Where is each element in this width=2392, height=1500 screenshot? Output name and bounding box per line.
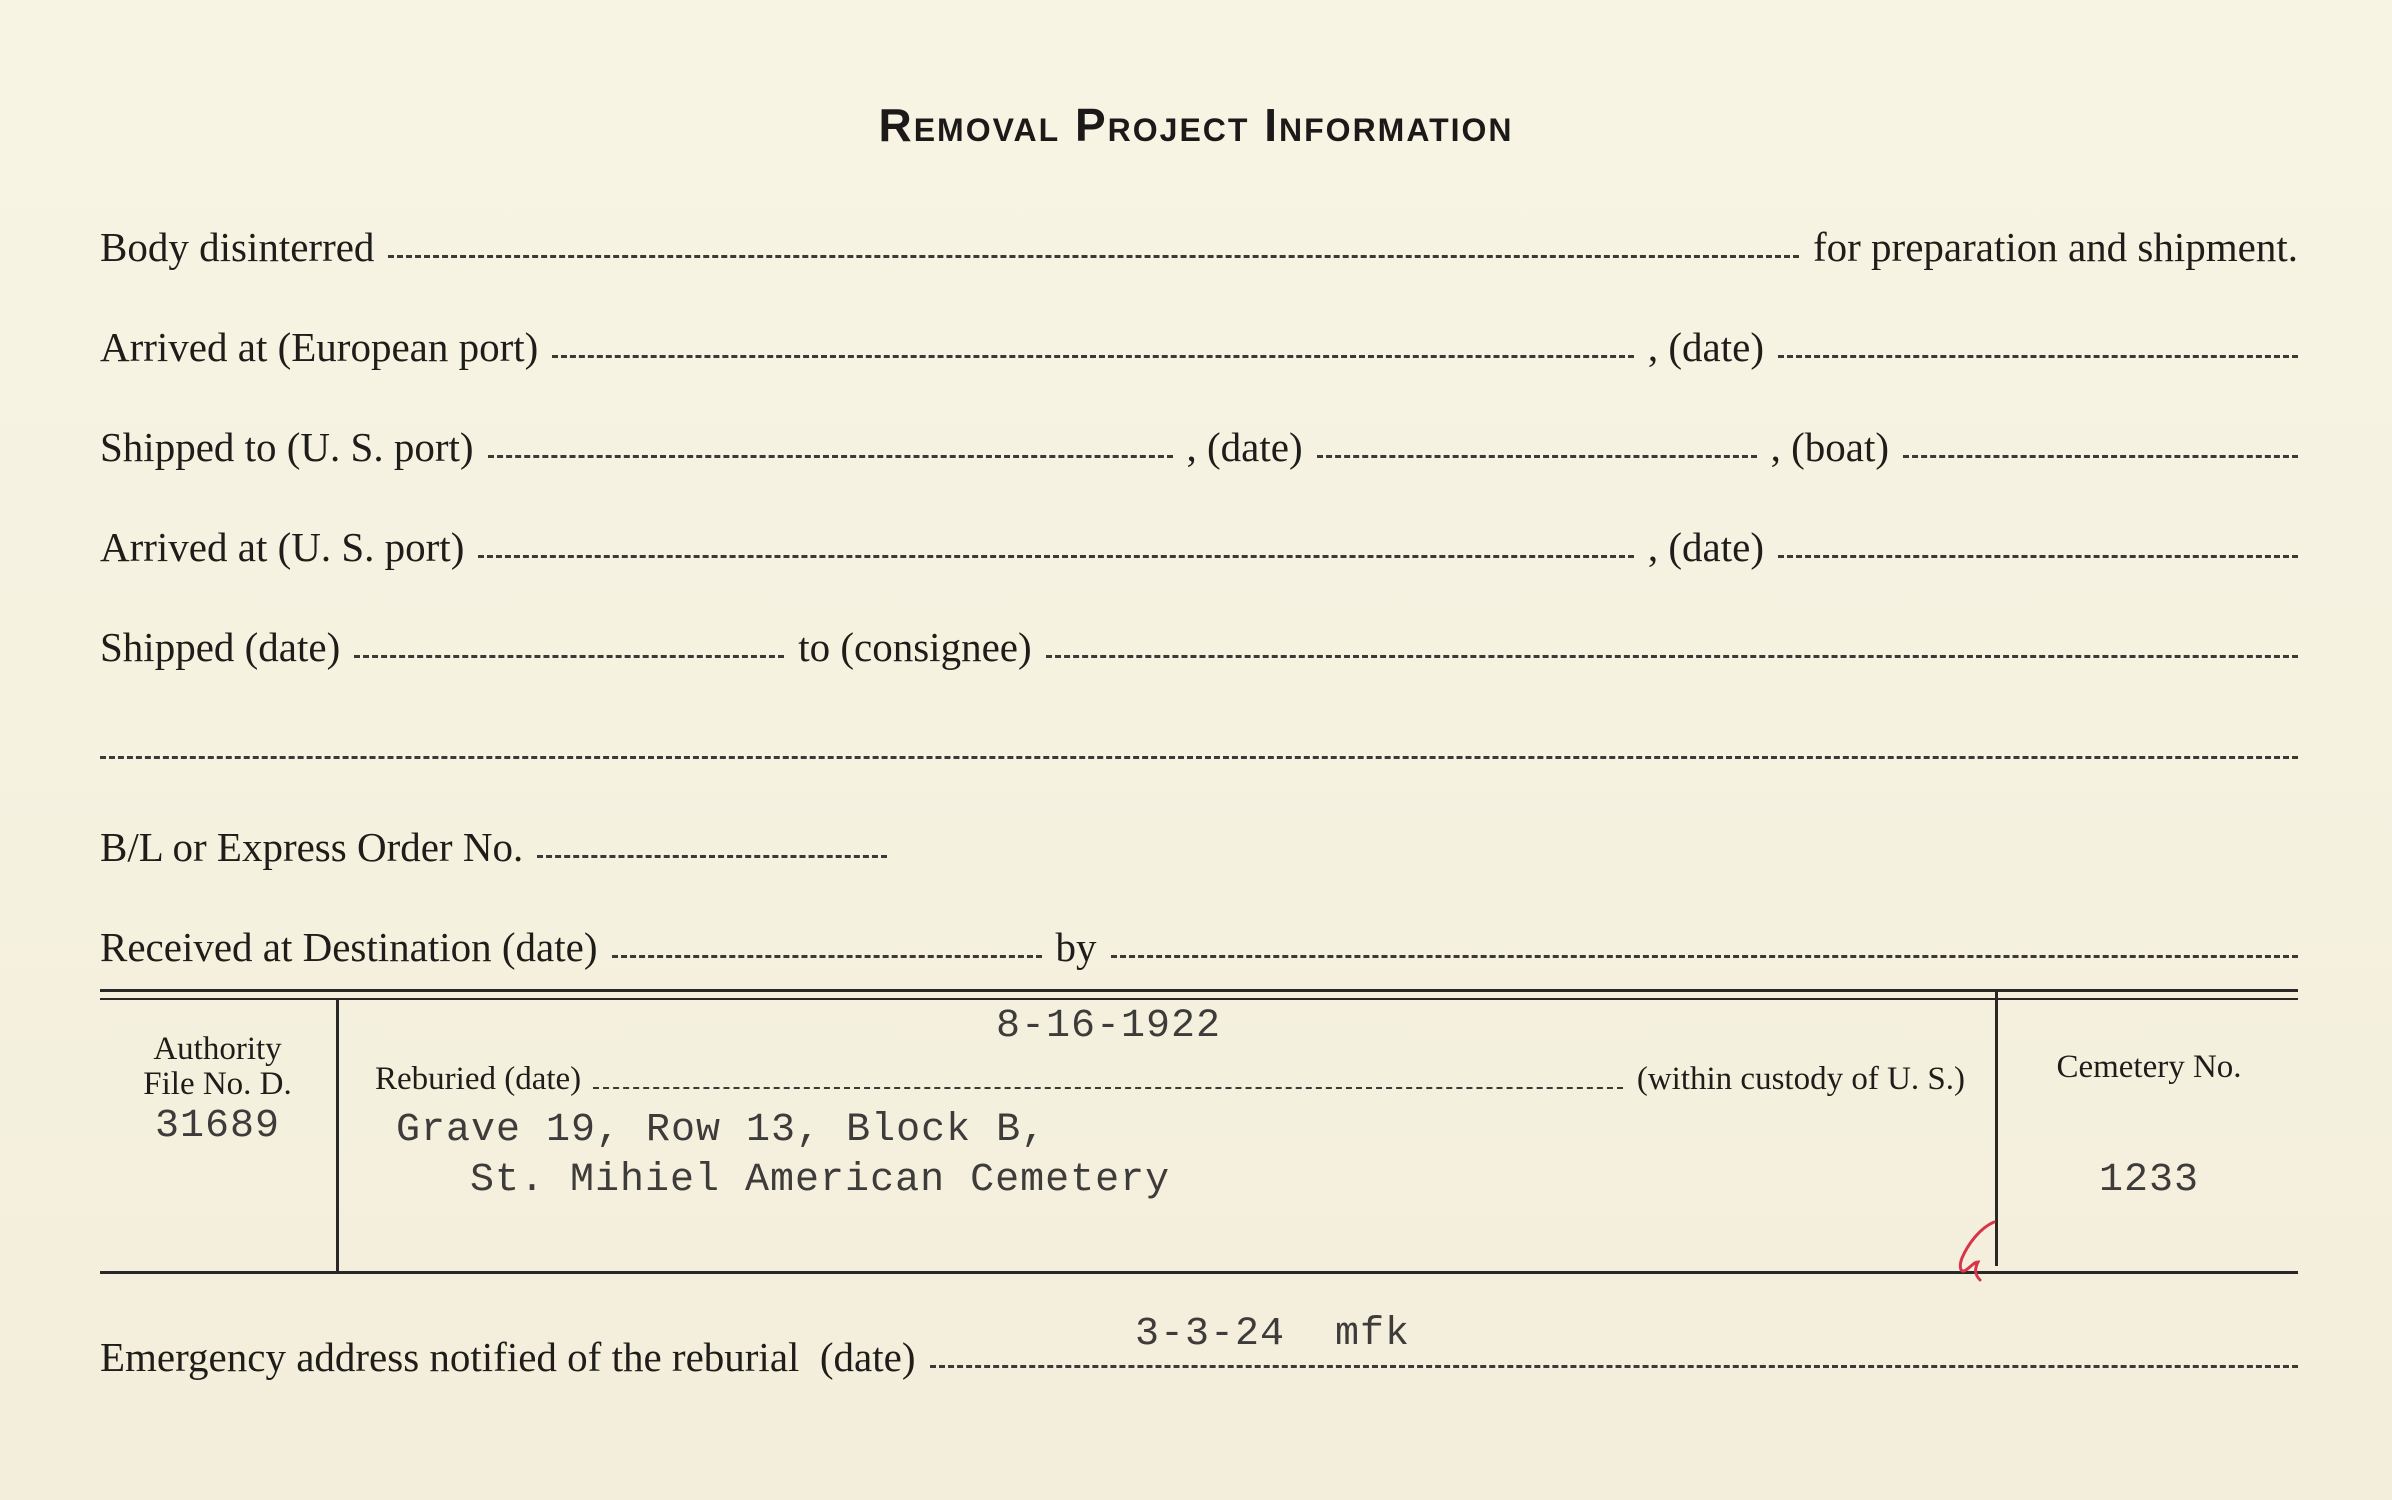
emergency-date-value: 3-3-24 [1135,1312,1286,1357]
row-body-disinterred [100,212,2298,268]
box-top-rule-inner [100,998,2298,1000]
custody-note: (within custody of U. S.) [1636,1061,1965,1097]
emergency-date-field[interactable] [930,1365,2299,1368]
shipped-us-date-field[interactable] [1317,455,1757,458]
row-received [100,912,2298,968]
arrived-european-port-field[interactable] [552,355,1634,358]
authority-file-number: 31689 [154,1104,281,1149]
row-shipped-date [100,612,2298,668]
cemetery-number: 1233 [2098,1158,2199,1203]
received-by-field[interactable] [1111,955,2299,958]
body-disinterred-label: Body disinterred [100,224,375,270]
authority-label [105,1032,330,1101]
arrived-european-date-field[interactable] [1778,355,2298,358]
arrived-us-port-field[interactable] [478,555,1634,558]
bl-order-field[interactable] [537,855,887,858]
arrived-us-date-label: , (date) [1647,524,1764,570]
shipped-us-boat-field[interactable] [1903,455,2298,458]
authority-label-line2: File No. D. [143,1065,292,1102]
shipped-us-port-field[interactable] [488,455,1173,458]
row-bl-order [100,812,2298,868]
shipped-us-date-label: , (date) [1186,424,1303,470]
emergency-label: Emergency address notified of the reburial (date) [100,1334,916,1380]
box-top-rule [100,989,2298,992]
grave-location-line1: Grave 19, Row 13, Block B, [396,1108,1047,1153]
page-title: Removal Project Information [878,99,1514,151]
shipped-date-field[interactable] [354,655,784,658]
shipped-us-boat-label: , (boat) [1770,424,1889,470]
authority-label-line1: Authority [153,1031,282,1067]
body-disinterred-field[interactable] [388,255,1799,258]
arrived-european-date-label: , (date) [1647,324,1764,370]
shipped-date-label: Shipped (date) [100,624,341,670]
row-arrived-us [100,512,2298,568]
arrived-european-label: Arrived at (European port) [100,324,539,370]
shipped-us-label: Shipped to (U. S. port) [100,424,474,470]
arrived-us-label: Arrived at (U. S. port) [100,524,465,570]
red-check-mark-icon [1950,1218,2000,1284]
reburied-row [375,1062,1965,1097]
arrived-us-date-field[interactable] [1778,555,2298,558]
box-divider-left [336,1000,339,1274]
reburied-date-field[interactable] [593,1087,1623,1089]
received-by-label: by [1055,924,1097,970]
emergency-initials: mfk [1335,1312,1411,1357]
consignee-continuation-field[interactable] [100,756,2298,759]
received-label: Received at Destination (date) [100,924,598,970]
body-disinterred-suffix: for preparation and shipment. [1812,224,2298,270]
received-date-field[interactable] [612,955,1042,958]
grave-location-line2: St. Mihiel American Cemetery [470,1158,1171,1203]
consignee-label: to (consignee) [798,624,1032,670]
consignee-field[interactable] [1046,655,2298,658]
row-shipped-us [100,412,2298,468]
reburied-label: Reburied (date) [375,1061,582,1097]
reburied-date-value: 8-16-1922 [996,1004,1222,1049]
row-arrived-european [100,312,2298,368]
bl-order-label: B/L or Express Order No. [100,824,524,870]
cemetery-label: Cemetery No. [2056,1049,2242,1085]
